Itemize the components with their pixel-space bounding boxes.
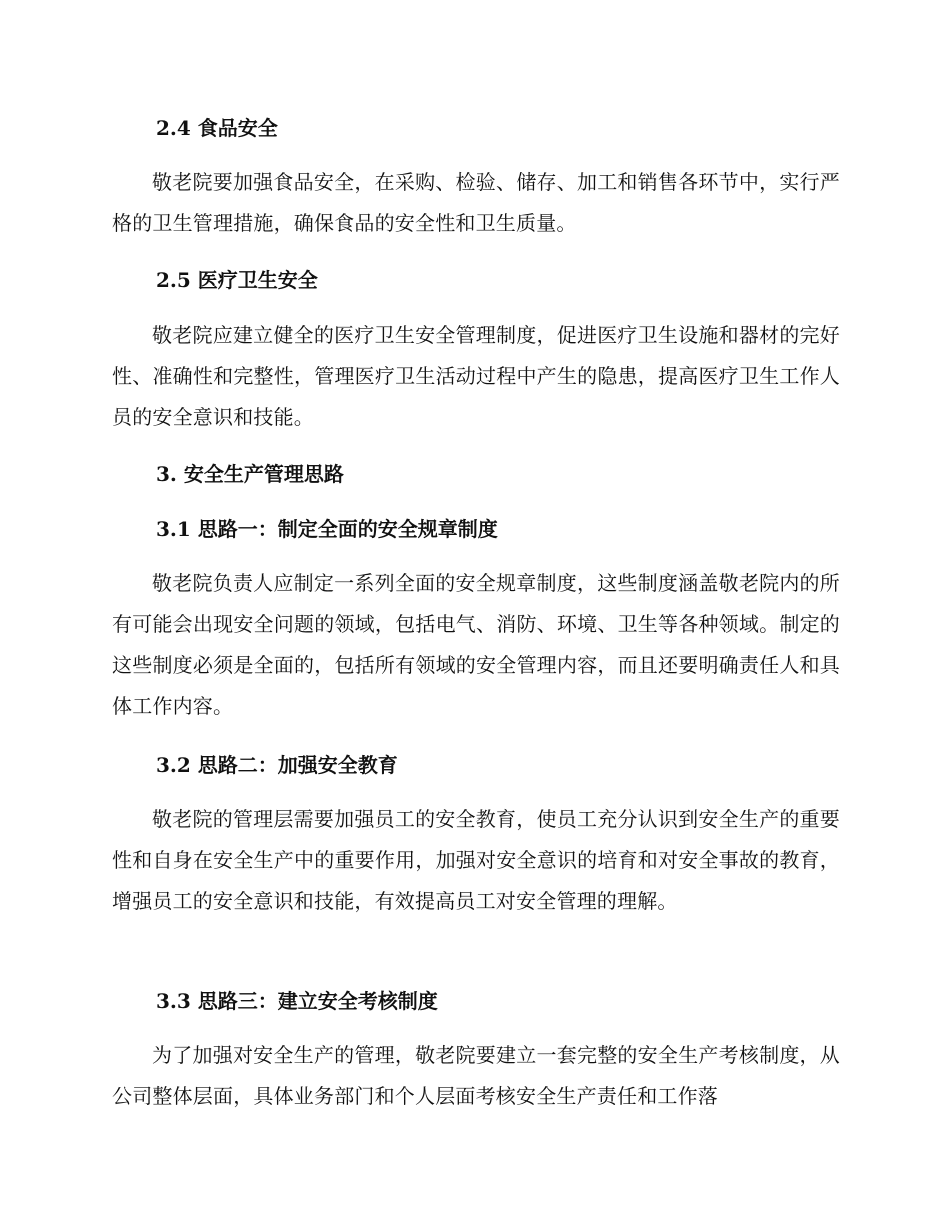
section-heading-3-1: 3.1 思路一：制定全面的安全规章制度 bbox=[156, 517, 498, 541]
section-heading-3: 3. 安全生产管理思路 bbox=[156, 462, 344, 486]
section-paragraph-3-3: 为了加强对安全生产的管理，敬老院要建立一套完整的安全生产考核制度，从公司整体层面，具体业务部门和个人层面考核安全生产责任和工作落 bbox=[112, 1043, 840, 1108]
section-paragraph-2-5: 敬老院应建立健全的医疗卫生安全管理制度，促进医疗卫生设施和器材的完好性、准确性和完整性，管理医疗卫生活动过程中产生的隐患，提高医疗卫生工作人员的安全意识和技能。 bbox=[112, 323, 840, 429]
section-heading-3-2: 3.2 思路二：加强安全教育 bbox=[156, 753, 398, 777]
section-paragraph-3-1: 敬老院负责人应制定一系列全面的安全规章制度，这些制度涵盖敬老院内的所有可能会出现安全问题的领域，包括电气、消防、环境、卫生等各种领域。制定的这些制度必须是全面的，包括所有领域的安全管理内容，而且还要明确责任人和具体工作内容。 bbox=[112, 571, 840, 718]
section-heading-2-5: 2.5 医疗卫生安全 bbox=[156, 268, 318, 292]
section-paragraph-2-4: 敬老院要加强食品安全，在采购、检验、储存、加工和销售各环节中，实行严格的卫生管理措施，确保食品的安全性和卫生质量。 bbox=[112, 170, 840, 235]
section-paragraph-3-2: 敬老院的管理层需要加强员工的安全教育，使员工充分认识到安全生产的重要性和自身在安全生产中的重要作用，加强对安全意识的培育和对安全事故的教育，增强员工的安全意识和技能，有效提高员工对安全管理的理解。 bbox=[112, 807, 840, 913]
section-heading-3-3: 3.3 思路三：建立安全考核制度 bbox=[156, 989, 438, 1013]
section-heading-2-4: 2.4 食品安全 bbox=[156, 116, 278, 140]
